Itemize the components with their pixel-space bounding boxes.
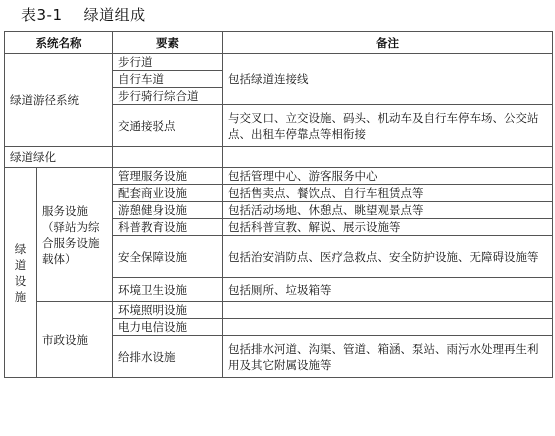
table-caption: 表3-1 绿道组成 [21,6,146,24]
element-cell: 游憩健身设施 [113,202,223,219]
green-way-composition-table [4,31,553,378]
element-cell: 步行道 [113,54,223,71]
note-cell [223,319,553,336]
element-cell: 配套商业设施 [113,185,223,202]
element-cell: 科普教育设施 [113,219,223,236]
element-cell: 交通接驳点 [113,105,223,147]
system-sheshi [5,168,37,378]
system-lvhua: 绿道绿化 [5,147,113,168]
table-header-row [5,32,553,54]
note-cell: 包括售卖点、餐饮点、自行车租赁点等 [223,185,553,202]
note-cell [223,147,553,168]
element-cell: 安全保障设施 [113,236,223,278]
element-cell: 环境卫生设施 [113,278,223,302]
subsystem-service: 服务设施（驿站为综合服务设施载体） [37,168,113,302]
note-cell: 包括绿道连接线 [223,54,553,105]
note-cell: 包括厕所、垃圾箱等 [223,278,553,302]
note-cell: 包括管理中心、游客服务中心 [223,168,553,185]
element-cell: 电力电信设施 [113,319,223,336]
note-cell: 包括治安消防点、医疗急救点、安全防护设施、无障碍设施等 [223,236,553,278]
element-cell: 管理服务设施 [113,168,223,185]
table-row [5,54,553,71]
note-cell: 包括排水河道、沟渠、管道、箱涵、泵站、雨污水处理再生利用及其它附属设施等 [223,336,553,378]
table-row [5,168,553,185]
note-cell: 包括科普宣教、解说、展示设施等 [223,219,553,236]
note-cell: 与交叉口、立交设施、码头、机动车及自行车停车场、公交站点、出租车停靠点等相衔接 [223,105,553,147]
header-element: 要素 [113,32,223,54]
element-cell: 环境照明设施 [113,302,223,319]
element-cell: 步行骑行综合道 [113,88,223,105]
note-cell [223,302,553,319]
element-cell: 自行车道 [113,71,223,88]
system-youjing: 绿道游径系统 [5,54,113,147]
subsystem-municipal: 市政设施 [37,302,113,378]
table-row [5,147,553,168]
system-sheshi-label: 绿道设施 [14,241,27,304]
header-system-name: 系统名称 [5,32,113,54]
element-cell: 给排水设施 [113,336,223,378]
element-cell [113,147,223,168]
table-row [5,302,553,319]
header-note: 备注 [223,32,553,54]
note-cell: 包括活动场地、休憩点、眺望观景点等 [223,202,553,219]
